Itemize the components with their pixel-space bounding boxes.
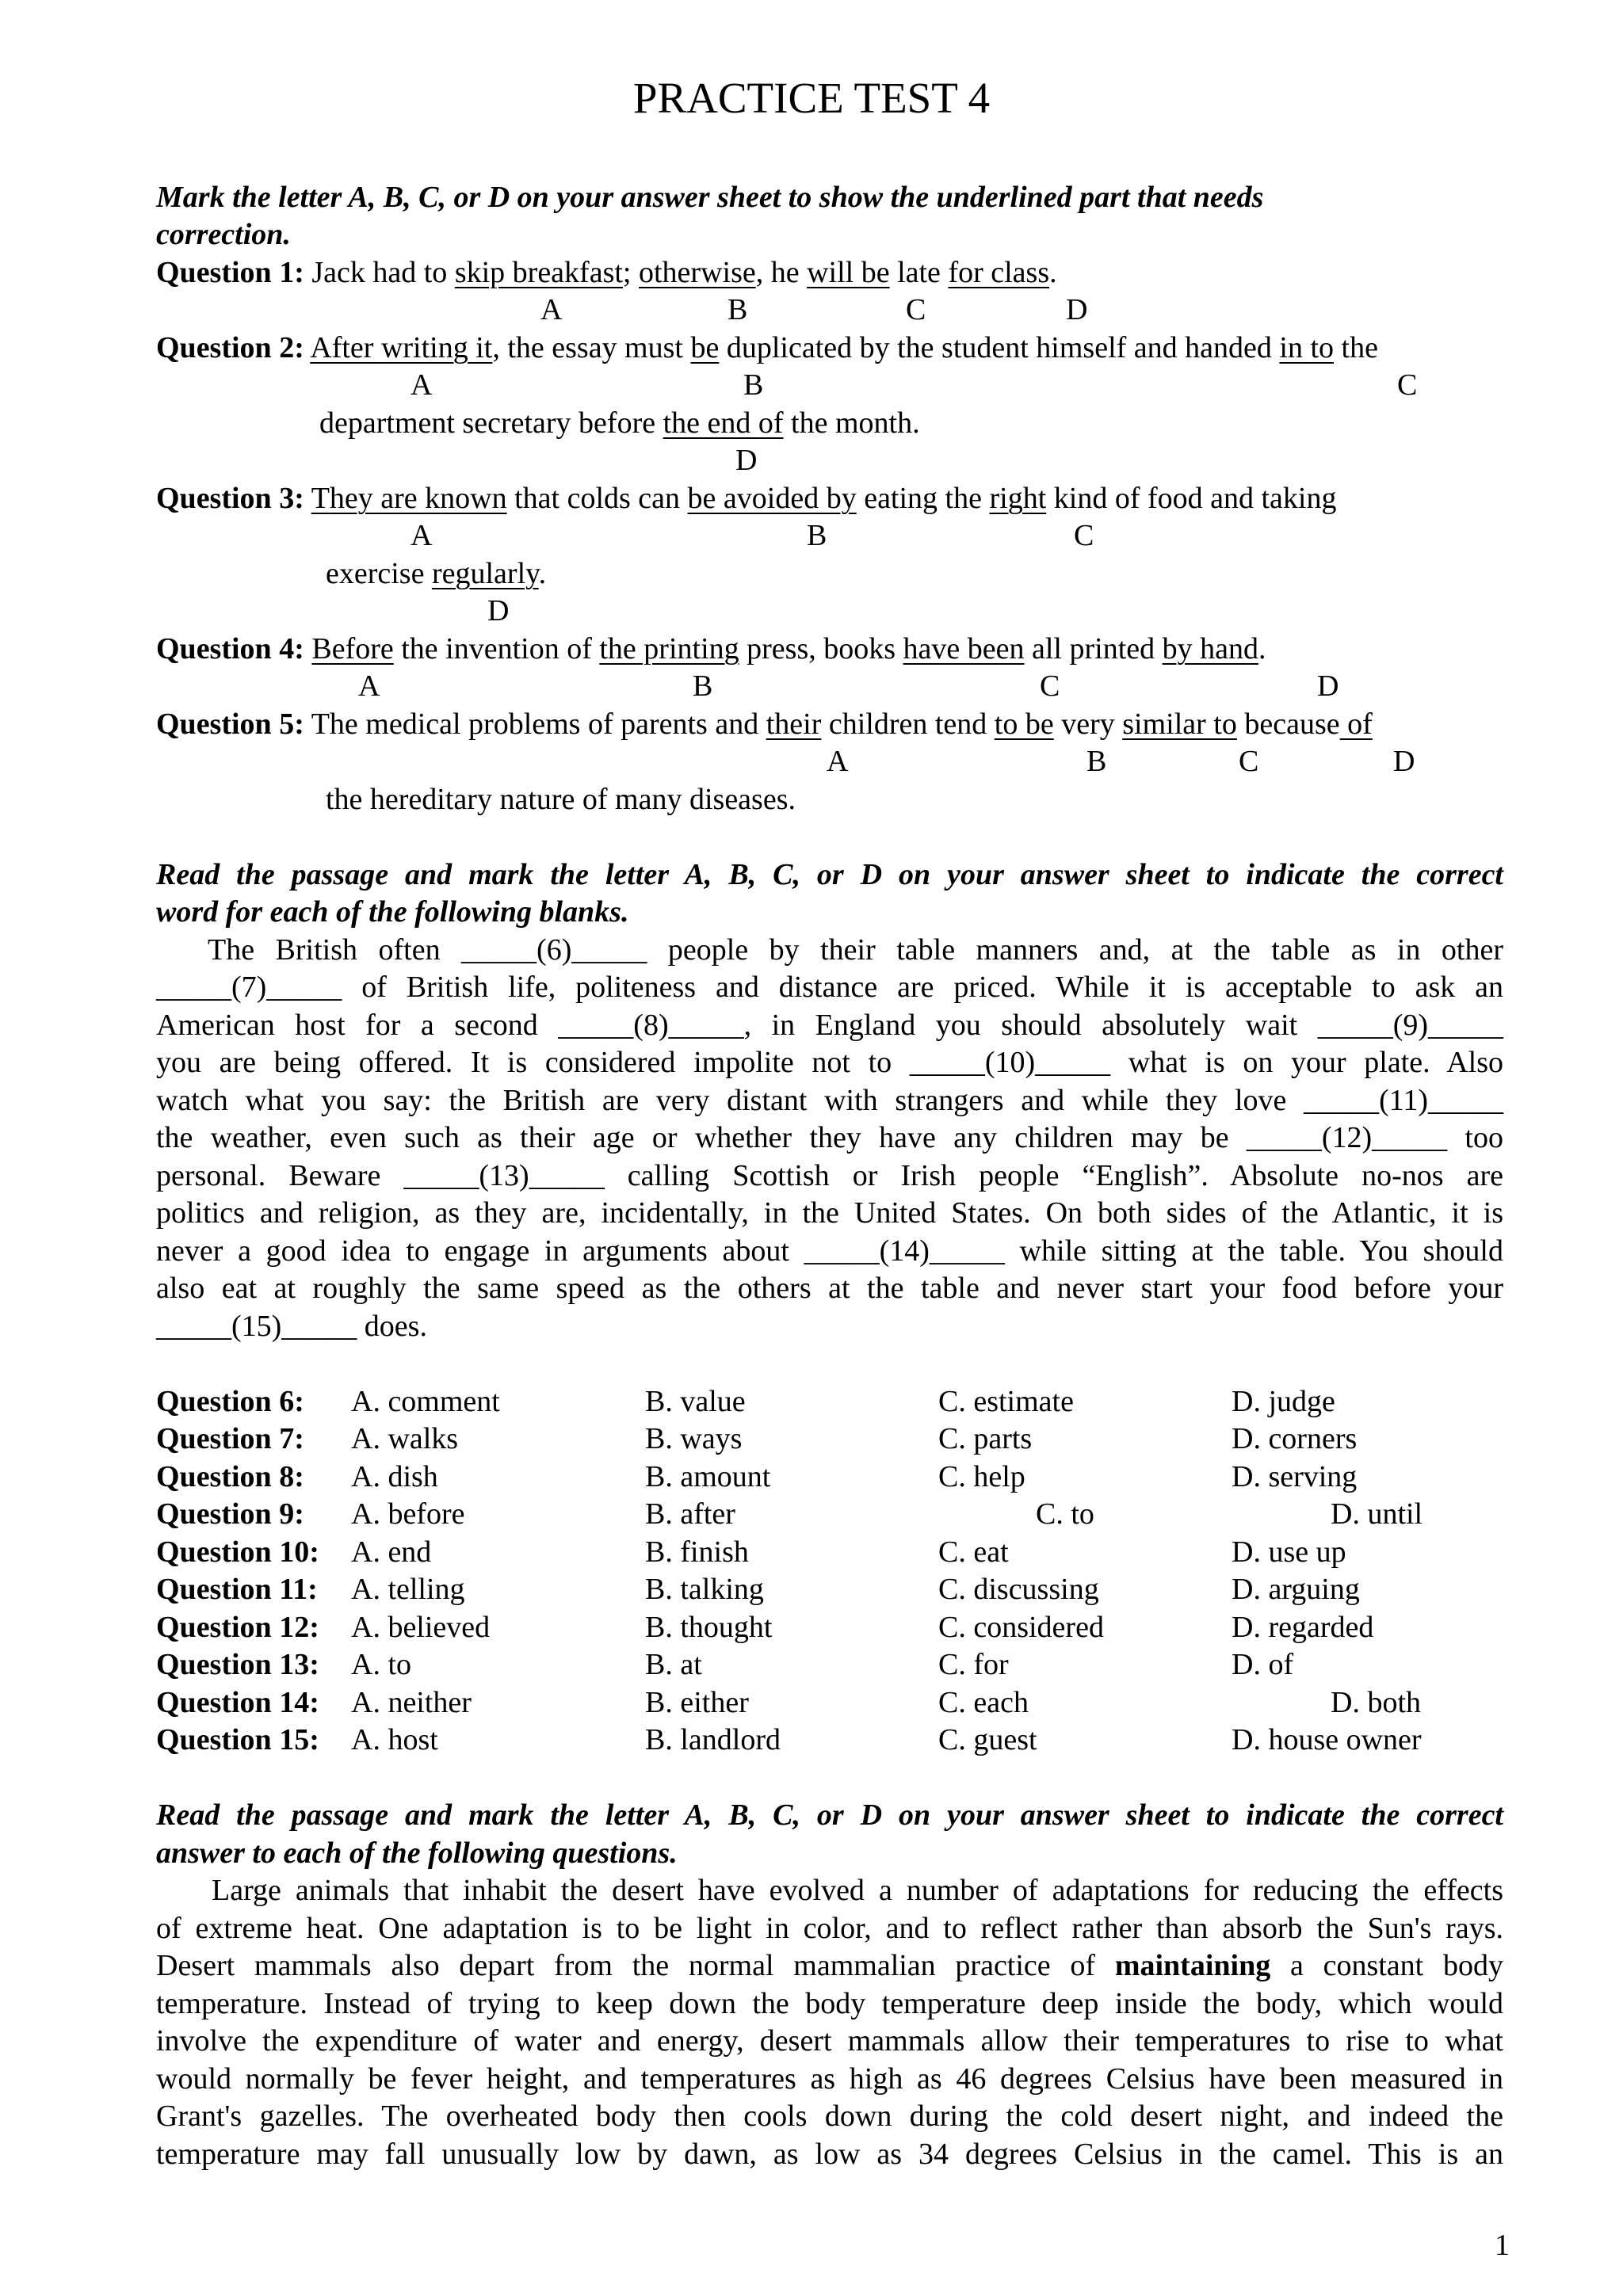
- option-c: C. discussing: [938, 1573, 1099, 1606]
- question-label: Question 2:: [156, 331, 304, 364]
- option-b: B. at: [645, 1648, 702, 1681]
- passage-line: politics and religion, as they are, incidentally, in the United States. On both sides of the Atlantic, it is: [156, 1196, 1503, 1230]
- option-b: B. ways: [645, 1422, 743, 1455]
- option-letter: C: [1239, 745, 1259, 778]
- option-d: D. use up: [1232, 1535, 1346, 1569]
- option-a: A. comment: [351, 1385, 500, 1418]
- option-c: C. guest: [938, 1723, 1037, 1756]
- passage-line: Grant's gazelles. The overheated body then cools down during the cold desert night, and indeed the: [156, 2100, 1503, 2133]
- underlined-option-d: regularly: [431, 557, 539, 590]
- option-letter: B: [1086, 745, 1107, 778]
- option-letter: A: [358, 669, 380, 703]
- question-label: Question 8:: [156, 1460, 304, 1493]
- underlined-option-b: be avoided by: [687, 482, 857, 515]
- option-c: C. each: [938, 1686, 1029, 1719]
- option-a: A. telling: [351, 1573, 465, 1606]
- option-letter: B: [807, 519, 827, 552]
- option-d: D. arguing: [1232, 1573, 1360, 1606]
- option-letter: B: [693, 669, 713, 703]
- option-d: D. serving: [1232, 1460, 1358, 1493]
- option-d: D. house owner: [1232, 1723, 1422, 1756]
- question-label: Question 1:: [156, 256, 304, 289]
- question-2-cont: department secretary before the end of the month.: [319, 406, 920, 440]
- section3-instruction-cont: answer to each of the following questions.: [156, 1836, 678, 1870]
- option-d: D. until: [1331, 1497, 1423, 1531]
- section1-instruction: Mark the letter A, B, C, or D on your answer sheet to show the underlined part that needs: [156, 181, 1264, 214]
- passage-line: Large animals that inhabit the desert have evolved a number of adaptations for reducing the effects: [212, 1874, 1503, 1907]
- option-c: C. estimate: [938, 1385, 1074, 1418]
- question-label: Question 7:: [156, 1422, 304, 1455]
- question-4: Question 4: Before the invention of the printing press, books have been all printed by hand.: [156, 632, 1266, 666]
- section3-instruction: Read the passage and mark the letter A, B, C, or D on your answer sheet to indicate the correct: [156, 1798, 1503, 1832]
- option-letter: A: [411, 519, 433, 552]
- option-a: A. to: [351, 1648, 411, 1681]
- question-label: Question 3:: [156, 482, 304, 515]
- page-number: 1: [1495, 2229, 1510, 2262]
- passage-line: you are being offered. It is considered impolite not to _____(10)_____ what is on your plate. Also: [156, 1046, 1503, 1079]
- underlined-option-c: have been: [903, 632, 1025, 666]
- question-3-cont: exercise regularly.: [326, 557, 547, 590]
- option-a: A. dish: [351, 1460, 438, 1493]
- underlined-option-b: the printing: [599, 632, 739, 666]
- passage-line: watch what you say: the British are very distant with strangers and while they love _____(11)_____: [156, 1084, 1503, 1117]
- passage-line: would normally be fever height, and temperatures as high as 46 degrees Celsius have been measured in: [156, 2062, 1503, 2096]
- passage-line: personal. Beware _____(13)_____ calling Scottish or Irish people “English”. Absolute no-nos are: [156, 1159, 1503, 1192]
- option-b: B. either: [645, 1686, 749, 1719]
- option-d: D. regarded: [1232, 1611, 1374, 1644]
- underlined-option-d: by hand: [1162, 632, 1258, 666]
- passage-line: of extreme heat. One adaptation is to be light in color, and to reflect rather than absorb the Sun's rays.: [156, 1912, 1503, 1945]
- question-label: Question 12:: [156, 1611, 319, 1644]
- question-5: Question 5: The medical problems of parents and their children tend to be very similar to because of: [156, 707, 1373, 741]
- option-letter: C: [1040, 669, 1060, 703]
- section2-instruction: Read the passage and mark the letter A, B, C, or D on your answer sheet to indicate the correct: [156, 858, 1503, 891]
- option-c: C. eat: [938, 1535, 1009, 1569]
- underlined-option-c: right: [989, 482, 1047, 515]
- underlined-option-d: of: [1339, 707, 1373, 741]
- option-letter: A: [411, 368, 433, 402]
- option-a: A. host: [351, 1723, 438, 1756]
- option-letter: A: [540, 293, 563, 326]
- option-c: C. parts: [938, 1422, 1033, 1455]
- underlined-option-b: be: [690, 331, 720, 364]
- option-c: C. for: [938, 1648, 1009, 1681]
- question-label: Question 9:: [156, 1497, 304, 1531]
- underlined-option-a: Before: [311, 632, 394, 666]
- option-letter: D: [487, 594, 510, 627]
- passage-line: temperature may fall unusually low by dawn, as low as 34 degrees Celsius in the camel. This is an: [156, 2138, 1503, 2171]
- section2-instruction-cont: word for each of the following blanks.: [156, 895, 629, 929]
- question-2: Question 2: After writing it, the essay must be duplicated by the student himself and handed in to the: [156, 331, 1378, 364]
- underlined-option-b: to be: [994, 707, 1054, 741]
- page-title: PRACTICE TEST 4: [632, 74, 991, 122]
- option-letter: D: [1393, 745, 1415, 778]
- question-label: Question 11:: [156, 1573, 318, 1606]
- question-label: Question 10:: [156, 1535, 319, 1569]
- underlined-option-c: similar to: [1122, 707, 1237, 741]
- section1-instruction-cont: correction.: [156, 218, 291, 251]
- question-label: Question 5:: [156, 707, 304, 741]
- option-b: B. value: [645, 1385, 746, 1418]
- question-label: Question 13:: [156, 1648, 319, 1681]
- passage-line: temperature. Instead of trying to keep down the body temperature deep inside the body, which would: [156, 1987, 1503, 2020]
- underlined-option-c: in to: [1279, 331, 1335, 364]
- option-letter: C: [1397, 368, 1418, 402]
- passage-line: Desert mammals also depart from the normal mammalian practice of maintaining a constant body: [156, 1949, 1503, 1982]
- passage-line: the weather, even such as their age or whether they have any children may be _____(12)_____ too: [156, 1121, 1503, 1154]
- option-letter: B: [727, 293, 748, 326]
- option-b: B. thought: [645, 1611, 773, 1644]
- passage-line: never a good idea to engage in arguments about _____(14)_____ while sitting at the table. You should: [156, 1234, 1503, 1268]
- option-c: C. to: [1036, 1497, 1094, 1531]
- question-5-cont: the hereditary nature of many diseases.: [326, 783, 796, 816]
- underlined-option-a: After writing it: [310, 331, 493, 364]
- option-letter: C: [1074, 519, 1094, 552]
- underlined-option-d: for class: [948, 256, 1050, 289]
- option-b: B. finish: [645, 1535, 749, 1569]
- passage-line: involve the expenditure of water and energy, desert mammals allow their temperatures to rise to what: [156, 2024, 1503, 2058]
- option-c: C. considered: [938, 1611, 1104, 1644]
- option-letter: C: [906, 293, 926, 326]
- option-d: D. judge: [1232, 1385, 1335, 1418]
- passage-line: also eat at roughly the same speed as the others at the table and never start your food before your: [156, 1272, 1503, 1305]
- option-b: B. talking: [645, 1573, 764, 1606]
- option-letter: D: [1317, 669, 1339, 703]
- underlined-option-a: skip breakfast: [454, 256, 623, 289]
- question-label: Question 4:: [156, 632, 304, 666]
- option-letter: A: [827, 745, 849, 778]
- option-letter: D: [1066, 293, 1088, 326]
- question-3: Question 3: They are known that colds can be avoided by eating the right kind of food and taking: [156, 482, 1337, 515]
- underlined-option-b: otherwise: [638, 256, 756, 289]
- underlined-option-a: They are known: [311, 482, 507, 515]
- passage-line: American host for a second _____(8)_____, in England you should absolutely wait _____(9)_____: [156, 1009, 1503, 1042]
- passage-line: The British often _____(6)_____ people by their table manners and, at the table as in other: [208, 933, 1503, 967]
- option-d: D. both: [1331, 1686, 1421, 1719]
- option-a: A. walks: [351, 1422, 459, 1455]
- option-letter: B: [743, 368, 764, 402]
- underlined-option-d: the end of: [663, 406, 784, 440]
- passage-line: _____(7)_____ of British life, politeness and distance are priced. While it is acceptable to ask an: [156, 971, 1503, 1004]
- question-label: Question 6:: [156, 1385, 304, 1418]
- underlined-option-c: will be: [807, 256, 890, 289]
- question-label: Question 14:: [156, 1686, 319, 1719]
- option-a: A. believed: [351, 1611, 491, 1644]
- option-a: A. before: [351, 1497, 465, 1531]
- option-a: A. neither: [351, 1686, 472, 1719]
- emphasized-word: maintaining: [1114, 1949, 1271, 1982]
- option-b: B. landlord: [645, 1723, 781, 1756]
- option-d: D. of: [1232, 1648, 1294, 1681]
- question-1: Question 1: Jack had to skip breakfast; otherwise, he will be late for class.: [156, 256, 1057, 289]
- option-c: C. help: [938, 1460, 1025, 1493]
- option-d: D. corners: [1232, 1422, 1358, 1455]
- option-letter: D: [735, 444, 758, 477]
- question-label: Question 15:: [156, 1723, 319, 1756]
- passage-line: _____(15)_____ does.: [156, 1310, 427, 1343]
- underlined-option-a: their: [766, 707, 822, 741]
- option-b: B. after: [645, 1497, 735, 1531]
- option-b: B. amount: [645, 1460, 771, 1493]
- option-a: A. end: [351, 1535, 432, 1569]
